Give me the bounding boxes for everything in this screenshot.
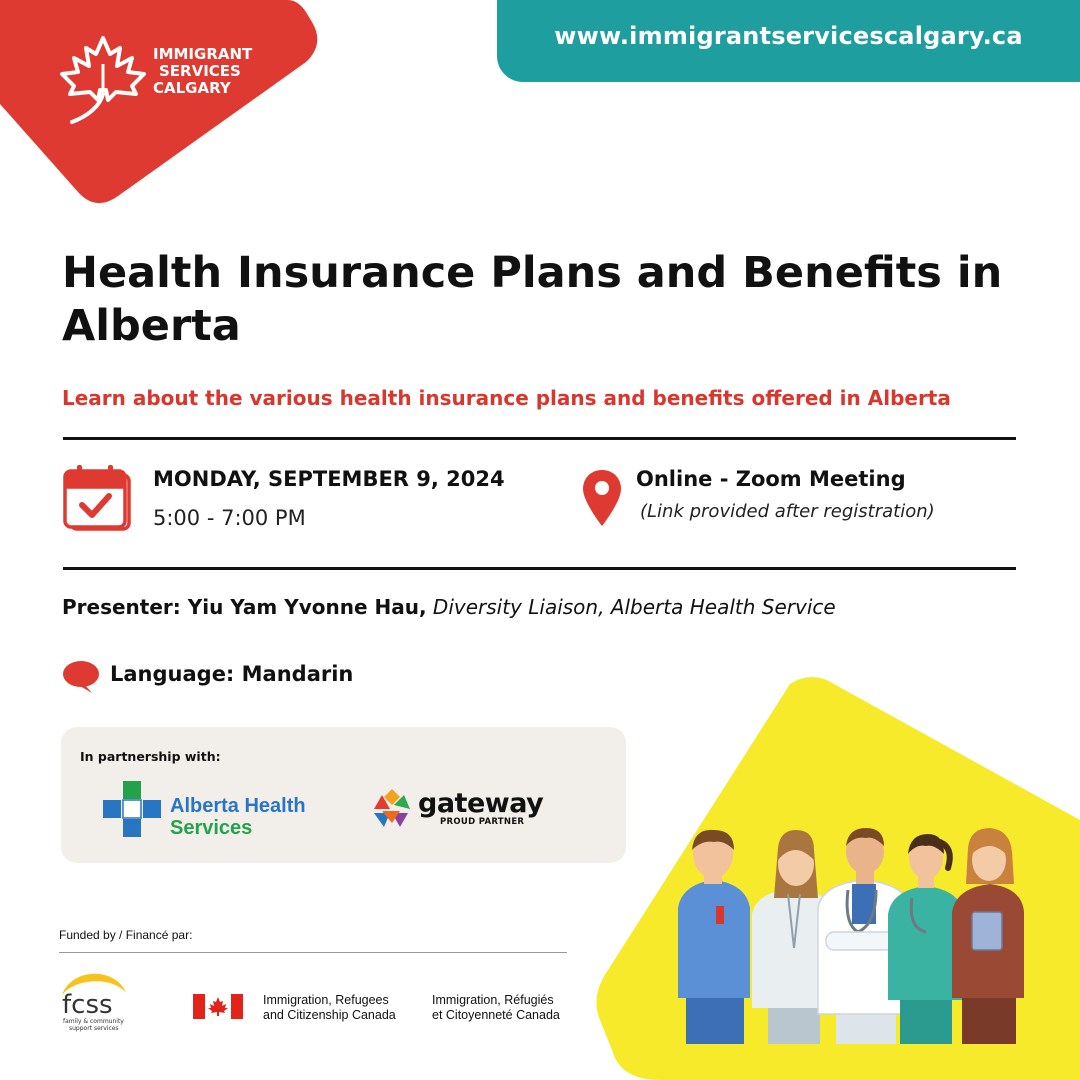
logo-line-3: CALGARY (153, 79, 231, 97)
canada-flag-icon (193, 994, 243, 1019)
calendar-check-icon (63, 465, 135, 533)
ircc-fr-line-1: Immigration, Réfugiés (432, 993, 554, 1007)
logo-line-1: IMMIGRANT (153, 45, 253, 63)
website-url[interactable]: www.immigrantservicescalgary.ca (554, 22, 1023, 50)
fcss-sub-2: support services (69, 1025, 119, 1032)
divider-top (63, 437, 1016, 440)
presenter-name: Presenter: Yiu Yam Yvonne Hau, (62, 595, 427, 619)
ahs-line-1: Alberta Health (170, 795, 306, 817)
ahs-logo-text (170, 795, 306, 839)
ircc-english (263, 993, 396, 1023)
event-date: MONDAY, SEPTEMBER 9, 2024 (153, 467, 505, 491)
funded-divider (59, 952, 567, 953)
worker-1 (678, 830, 750, 1044)
event-subtitle: Learn about the various health insurance plans and benefits offered in Alberta (62, 386, 951, 410)
event-title: Health Insurance Plans and Benefits in Alberta (62, 248, 1003, 351)
worker-5 (952, 828, 1024, 1044)
gateway-mark-icon (370, 787, 412, 829)
maple-leaf-icon (58, 34, 148, 126)
ircc-french (432, 993, 560, 1023)
speech-bubble-icon (62, 660, 100, 694)
ircc-en-line-1: Immigration, Refugees (263, 993, 389, 1007)
ircc-fr-line-2: et Citoyenneté Canada (432, 1008, 560, 1022)
event-time: 5:00 - 7:00 PM (153, 506, 306, 530)
divider-bottom (63, 567, 1016, 570)
fcss-wordmark: fcss (62, 990, 113, 1020)
event-location-note: (Link provided after registration) (640, 501, 935, 522)
ircc-en-line-2: and Citizenship Canada (263, 1008, 396, 1022)
fcss-logo (58, 965, 130, 1035)
location-pin-icon (582, 468, 622, 528)
funded-by-label: Funded by / Financé par: (59, 928, 193, 942)
healthcare-workers-illustration (676, 828, 1026, 1044)
ahs-line-2: Services (170, 817, 253, 839)
logo-line-2: SERVICES (159, 62, 241, 80)
presenter-role: Diversity Liaison, Alberta Health Service (432, 595, 836, 619)
fcss-sub-1: family & community (63, 1018, 124, 1025)
ahs-cross-icon (103, 781, 161, 837)
presenter-line (62, 595, 836, 619)
partnership-label: In partnership with: (80, 749, 221, 764)
gateway-wordmark: gateway (418, 788, 544, 819)
event-location: Online - Zoom Meeting (636, 467, 906, 491)
red-corner-shape (0, 0, 360, 220)
gateway-tagline: PROUD PARTNER (440, 817, 525, 827)
event-language: Language: Mandarin (110, 662, 354, 686)
org-logo-text (153, 46, 252, 97)
